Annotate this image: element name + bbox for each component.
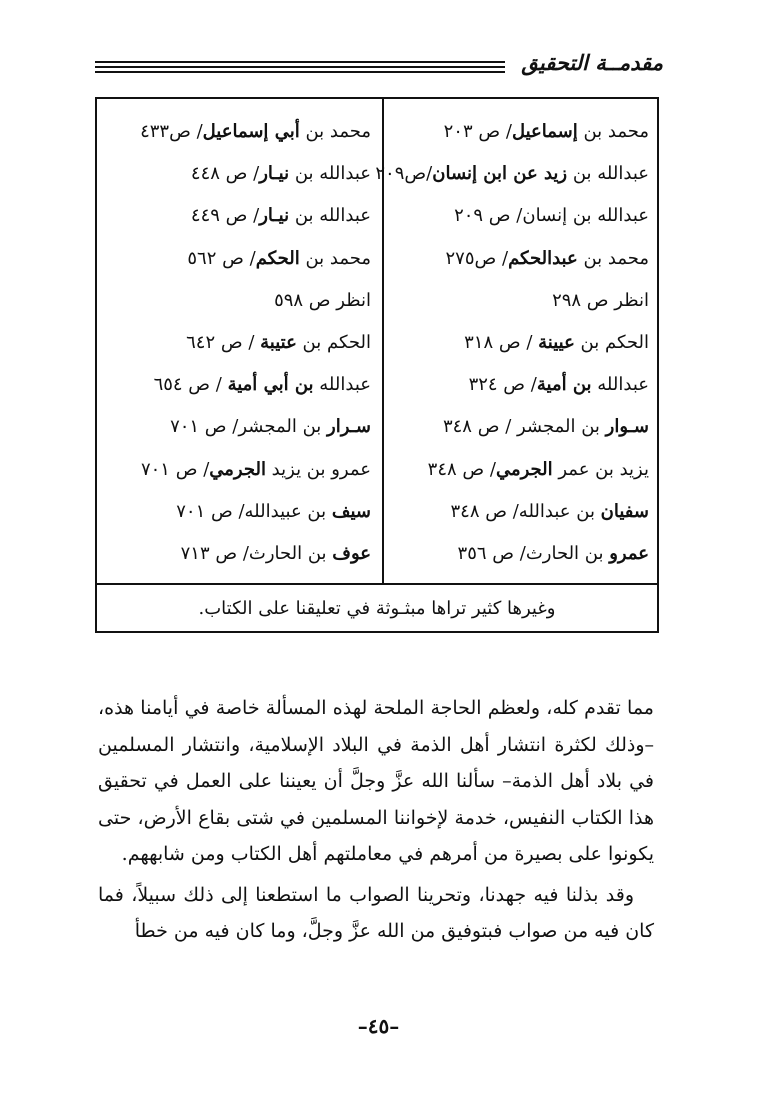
table-cell: عمرو بن يزيد الجرمي/ ص ٧٠١ [140, 458, 371, 480]
table-cell: عبدالله بن زيد عن ابن إنسان/ص٢٠٩ [375, 163, 649, 185]
right-column [375, 111, 649, 575]
body-text [98, 690, 654, 950]
table-cell: الحكم بن عيينة / ص ٣١٨ [464, 331, 649, 353]
paragraph: مما تقدم كله، ولعظم الحاجة الملحة لهذه المسألة خاصة في أيامنا هذه، –وذلك لكثرة انتشار أهل الذمة في البلاد الإسلامية، وانتشار المسلمين في بلاد أهل الذمة– سألنا الله عزَّ وجلَّ أن يعيننا على العمل في تحقيق هذا الكتاب النفيس، خدمة لإخواننا المسلمين في شتى بقاع الأرض، حتى يكونوا على بصيرة من أمرهم في معاملتهم أهل الكتاب ومن شابههم. [98, 697, 654, 865]
table-cell: عمرو بن الحارث/ ص ٣٥٦ [457, 542, 649, 564]
table-cell: سـرار بن المجشر/ ص ٧٠١ [170, 416, 371, 438]
table-cell: عبدالله بن أمية/ ص ٣٢٤ [468, 374, 649, 396]
running-header [95, 50, 663, 80]
table-footnote: وغيرها كثير تراها مبثـوثة في تعليقنا على الكتاب. [198, 598, 556, 619]
header-title: مقدمــة التحقيق [521, 50, 663, 75]
table-cell: سيف بن عبيدالله/ ص ٧٠١ [176, 500, 371, 522]
table-cell: محمد بن الحكم/ ص ٥٦٢ [187, 247, 371, 269]
left-column [109, 111, 371, 575]
table-cell: محمد بن أبي إسماعيل/ ص٤٣٣ [140, 121, 371, 142]
table-cell: محمد بن إسماعيل/ ص ٢٠٣ [443, 121, 649, 142]
header-rule [95, 71, 505, 73]
footer-divider [97, 583, 657, 585]
table-cell: عبدالله بن أبي أمية / ص ٦٥٤ [153, 374, 371, 396]
header-rule [95, 66, 505, 68]
table-cell: الحكم بن عتيبة / ص ٦٤٢ [186, 331, 371, 353]
page-number: –٤٥– [357, 1014, 400, 1038]
paragraph: وقد بذلنا فيه جهدنا، وتحرينا الصواب ما استطعنا إلى ذلك سبيلاً، فما كان فيه من صواب فبتوفيق من الله عزَّ وجلَّ، وما كان فيه من خطأ [98, 883, 654, 942]
table-cell: يزيد بن عمر الجرمي/ ص ٣٤٨ [427, 458, 649, 480]
table-cell: عبدالله بن نيـار/ ص ٤٤٨ [190, 163, 371, 185]
table-cell: انظر ص ٥٩٨ [274, 289, 371, 311]
references-table [95, 97, 659, 633]
table-cell: عوف بن الحارث/ ص ٧١٣ [180, 542, 371, 564]
table-cell: سـوار بن المجشر / ص ٣٤٨ [442, 416, 649, 438]
table-cell: عبدالله بن نيـار/ ص ٤٤٩ [190, 205, 371, 227]
table-cell: محمد بن عبدالحكم/ ص٢٧٥ [445, 247, 649, 269]
table-cell: سفيان بن عبدالله/ ص ٣٤٨ [450, 500, 649, 522]
header-rule [95, 61, 505, 63]
table-cell: عبدالله بن إنسان/ ص ٢٠٩ [454, 205, 649, 227]
table-cell: انظر ص ٢٩٨ [552, 289, 649, 311]
